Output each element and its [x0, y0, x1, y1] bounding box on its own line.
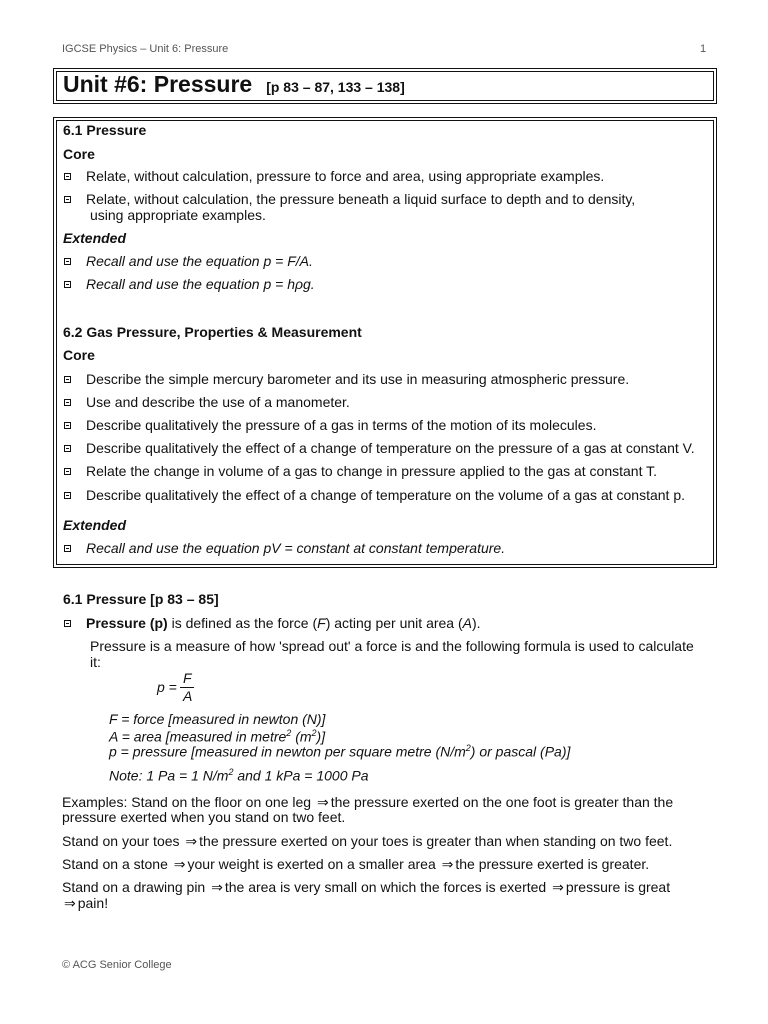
list-item: Relate, without calculation, pressure to force and area, using appropriate examples.	[86, 168, 605, 184]
syllabus-heading-6-2: 6.2 Gas Pressure, Properties & Measurement	[63, 324, 362, 340]
core-label: Core	[63, 347, 95, 363]
example-line: ⇒ pain!	[64, 895, 109, 911]
footer: © ACG Senior College	[62, 959, 172, 971]
list-item: Use and describe the use of a manometer.	[86, 394, 350, 410]
list-item: Describe qualitatively the effect of a change of temperature on the pressure of a gas at constant V.	[86, 440, 695, 456]
list-item: Describe qualitatively the pressure of a gas in terms of the motion of its molecules.	[86, 417, 597, 433]
legend-pressure: p = pressure [measured in newton per square metre $(N/m^2)$ or pascal (Pa)]	[109, 743, 571, 760]
example-line: pressure exerted when you stand on two feet.	[62, 809, 346, 825]
bullet-icon	[64, 196, 71, 203]
implies-arrow-icon: ⇒	[185, 833, 198, 849]
bullet-icon	[64, 492, 71, 499]
example-line: Examples: Stand on the floor on one leg ⇒ the pressure exerted on the one foot is greater than the	[62, 794, 674, 810]
legend-area: A = area [measured in metre$^2$ $(m^2)$]	[109, 728, 326, 745]
list-item-continuation: using appropriate examples.	[90, 207, 266, 223]
list-item: Recall and use the equation p = hρg.	[86, 276, 315, 292]
extended-label: Extended	[63, 517, 127, 533]
list-item: Describe the simple mercury barometer and its use in measuring atmospheric pressure.	[86, 371, 630, 387]
implies-arrow-icon: ⇒	[173, 856, 186, 872]
implies-arrow-icon: ⇒	[441, 856, 454, 872]
running-header: IGCSE Physics – Unit 6: Pressure	[62, 43, 229, 55]
bullet-icon	[64, 281, 71, 288]
list-item: Recall and use the equation p = F/A.	[86, 253, 313, 269]
extended-label: Extended	[63, 230, 127, 246]
bullet-icon	[64, 468, 71, 475]
definition-line: Pressure (p) is defined as the force (F) acting per unit area (A).	[86, 615, 481, 631]
title-box	[53, 68, 717, 104]
implies-arrow-icon: ⇒	[211, 879, 223, 895]
implies-arrow-icon: ⇒	[316, 794, 329, 810]
copyright-icon: ©	[62, 959, 71, 971]
page-number: 1	[700, 43, 707, 55]
list-item: Relate, without calculation, the pressure beneath a liquid surface to depth and to density,	[86, 191, 636, 207]
example-line: Stand on a stone ⇒ your weight is exerted on a smaller area ⇒ the pressure exerted is greater.	[62, 856, 650, 872]
bullet-icon	[64, 545, 71, 552]
bullet-icon	[64, 422, 71, 429]
implies-arrow-icon: ⇒	[64, 895, 76, 911]
page-range: [p 83 – 87, 133 – 138]	[266, 79, 405, 95]
list-item: Recall and use the equation pV = constant at constant temperature.	[86, 540, 506, 556]
bullet-icon	[64, 376, 71, 383]
formula-lhs: p =	[157, 679, 177, 695]
formula-denominator: A	[183, 688, 193, 704]
bullet-icon	[64, 173, 71, 180]
section-heading: 6.1 Pressure [p 83 – 85]	[63, 591, 219, 607]
formula-numerator: F	[183, 670, 192, 686]
bullet-icon	[64, 620, 71, 627]
page-title: Unit #6: Pressure [p 83 – 87, 133 – 138]	[63, 71, 405, 97]
paragraph-line: Pressure is a measure of how 'spread out' a force is and the following formula is used to calculate	[90, 638, 694, 654]
core-label: Core	[63, 146, 95, 162]
bullet-icon	[64, 258, 71, 265]
list-item: Describe qualitatively the effect of a change of temperature on the volume of a gas at constant p.	[86, 487, 685, 503]
syllabus-heading-6-1: 6.1 Pressure	[63, 122, 147, 138]
list-item: Relate the change in volume of a gas to change in pressure applied to the gas at constant T.	[86, 463, 658, 479]
bullet-icon	[64, 445, 71, 452]
example-line: Stand on a drawing pin ⇒ the area is very small on which the forces is exerted ⇒ pressure is great	[62, 879, 671, 895]
example-line: Stand on your toes ⇒ the pressure exerted on your toes is greater than when standing on two feet.	[62, 833, 673, 849]
unit-note: Note: 1 Pa = 1 $N/m^2$ and 1 kPa = 1000 Pa	[109, 767, 369, 784]
bullet-icon	[64, 399, 71, 406]
legend-force: F = force [measured in newton (N)]	[109, 711, 326, 727]
paragraph-line: it:	[90, 654, 101, 670]
implies-arrow-icon: ⇒	[552, 879, 564, 895]
